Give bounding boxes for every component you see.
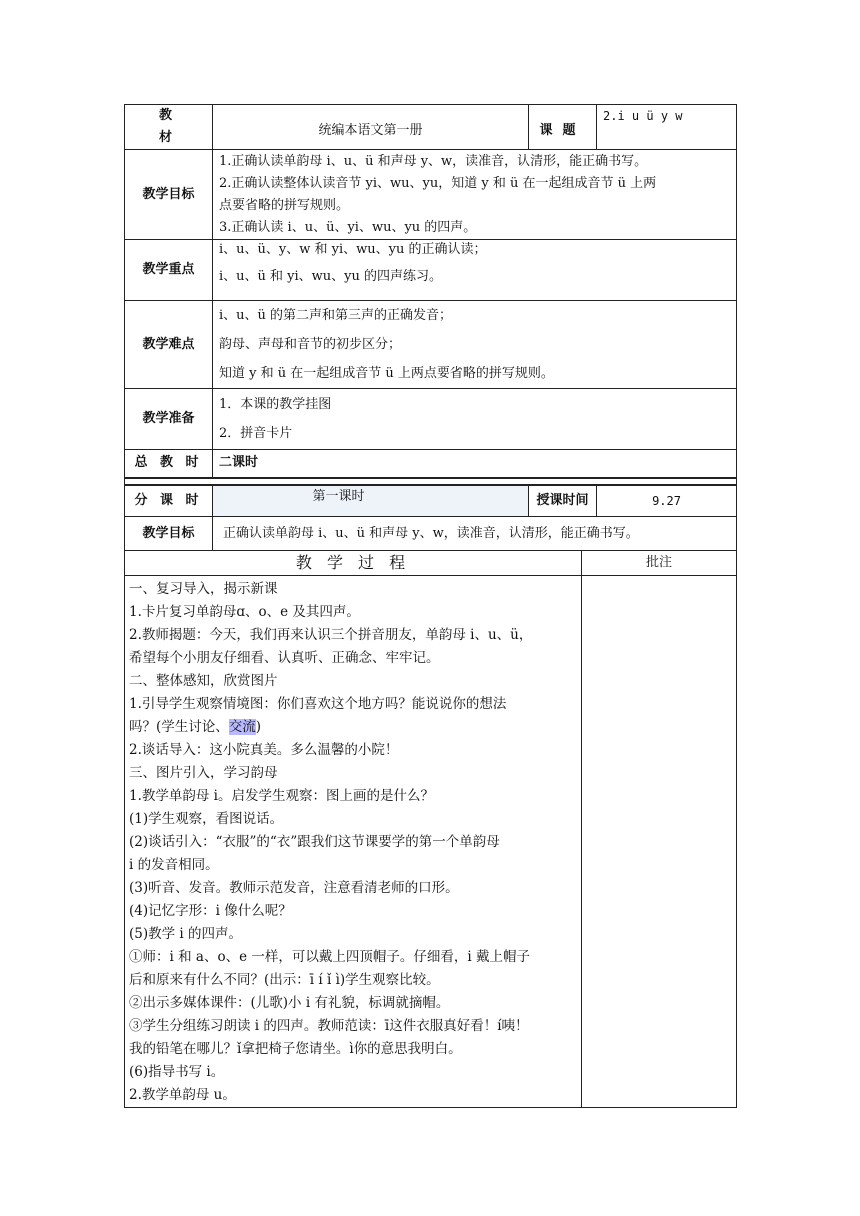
lesson-info-table bbox=[124, 104, 737, 551]
goal-line: 1.正确认读单韵母 i、u、ü 和声母 y、w，读准音，认清形，能正确书写。 bbox=[219, 153, 648, 169]
header-row bbox=[125, 105, 737, 150]
process-line: 2.教师揭题：今天，我们再来认识三个拼音朋友，单韵母 i、u、ü， bbox=[129, 627, 533, 643]
preparation-content bbox=[213, 389, 737, 450]
highlighted-word: 交流 bbox=[228, 719, 256, 735]
session-value: 第一课时 bbox=[213, 485, 529, 517]
process-line: 2.教学单韵母 u。 bbox=[129, 1087, 236, 1103]
goals-content bbox=[213, 150, 737, 240]
key-points-row bbox=[125, 240, 737, 301]
process-line: 希望每个小朋友仔细看、认真听、正确念、牢牢记。 bbox=[129, 650, 440, 666]
difficulties-content bbox=[213, 301, 737, 389]
difficulty-line: 知道 y 和 ü 在一起组成音节 ü 上两点要省略的拼写规则。 bbox=[219, 366, 554, 381]
process-body-row bbox=[125, 576, 737, 1108]
session-label: 分 课 时 bbox=[125, 485, 213, 517]
process-line: (1)学生观察，看图说话。 bbox=[129, 811, 284, 827]
topic-label: 课题 bbox=[529, 105, 597, 150]
goal-line: 2.正确认读整体认读音节 yi、wu、yu，知道 y 和 ü 在一起组成音节 ü 上两 bbox=[219, 175, 657, 191]
process-line: ①师：i 和 a、o、e 一样，可以戴上四顶帽子。仔细看，i 戴上帽子 bbox=[129, 949, 530, 965]
goals-label: 教学目标 bbox=[125, 150, 213, 240]
preparation-label: 教学准备 bbox=[125, 389, 213, 450]
process-line: (5)教学 i 的四声。 bbox=[129, 926, 243, 942]
process-title: 教 学 过 程 bbox=[125, 551, 582, 576]
process-line: 1.卡片复习单韵母ɑ、o、e 及其四声。 bbox=[129, 604, 360, 620]
process-table bbox=[124, 550, 737, 1108]
total-hours-label: 总 教 时 bbox=[125, 450, 213, 478]
process-line: (6)指导书写 i。 bbox=[129, 1064, 225, 1080]
process-line: 我的铅笔在哪儿？ǐ拿把椅子您请坐。ì你的意思我明白。 bbox=[129, 1041, 462, 1057]
process-line: ②出示多媒体课件：(儿歌)小 i 有礼貌，标调就摘帽。 bbox=[129, 995, 450, 1011]
goals-row bbox=[125, 150, 737, 240]
lesson-time-label: 授课时间 bbox=[529, 485, 597, 517]
difficulties-row bbox=[125, 301, 737, 389]
key-points-label: 教学重点 bbox=[125, 240, 213, 301]
process-line: 二、整体感知，欣赏图片 bbox=[129, 673, 278, 689]
process-line: 1.教学单韵母 i。启发学生观察：图上画的是什么？ bbox=[129, 788, 434, 804]
session-goal-row bbox=[125, 517, 737, 551]
process-line: i 的发音相同。 bbox=[129, 857, 219, 873]
process-line: 三、图片引入，学习韵母 bbox=[129, 765, 278, 781]
difficulties-label: 教学难点 bbox=[125, 301, 213, 389]
session-goal-label: 教学目标 bbox=[125, 517, 213, 551]
process-line: 1.引导学生观察情境图：你们喜欢这个地方吗？能说说你的想法 bbox=[129, 696, 507, 712]
notes-title: 批注 bbox=[582, 551, 737, 576]
total-hours-value: 二课时 bbox=[213, 450, 737, 478]
goal-line: 3.正确认读 i、u、ü、yi、wu、yu 的四声。 bbox=[219, 219, 477, 235]
difficulty-line: i、u、ü 的第二声和第三声的正确发音； bbox=[219, 308, 453, 323]
process-header-row bbox=[125, 551, 737, 576]
process-line: 后和原来有什么不同？(出示：ī í ǐ ì)学生观察比较。 bbox=[129, 972, 440, 988]
section-divider bbox=[125, 478, 737, 485]
lesson-time-value: 9.27 bbox=[597, 485, 737, 517]
material-label: 教材 bbox=[125, 105, 213, 150]
notes-column bbox=[582, 576, 737, 1108]
process-content bbox=[125, 576, 582, 1108]
preparation-line: 1．本课的教学挂图 bbox=[219, 397, 332, 412]
key-point-line: i、u、ü 和 yi、wu、yu 的四声练习。 bbox=[219, 269, 443, 284]
total-hours-row bbox=[125, 450, 737, 478]
topic-value: 2.i u ü y w bbox=[597, 105, 737, 150]
preparation-row bbox=[125, 389, 737, 450]
material-value: 统编本语文第一册 bbox=[213, 105, 529, 150]
goal-line: 点要省略的拼写规则。 bbox=[219, 197, 350, 213]
process-line: ③学生分组练习朗读 i 的四声。教师范读：ī这件衣服真好看！í咦！ bbox=[129, 1018, 529, 1034]
session-goal-value: 正确认读单韵母 i、u、ü 和声母 y、w，读准音，认清形，能正确书写。 bbox=[213, 517, 737, 551]
process-line: 吗？(学生讨论、交流) bbox=[129, 719, 262, 735]
key-point-line: i、u、ü、y、w 和 yi、wu、yu 的正确认读； bbox=[219, 242, 487, 257]
process-line: (2)谈话引入：“衣服”的“衣”跟我们这节课要学的第一个单韵母 bbox=[129, 834, 500, 850]
key-points-content bbox=[213, 240, 737, 301]
difficulty-line: 韵母、声母和音节的初步区分； bbox=[219, 337, 402, 352]
preparation-line: 2．拼音卡片 bbox=[219, 426, 293, 441]
process-line: (3)听音、发音。教师示范发音，注意看清老师的口形。 bbox=[129, 880, 459, 896]
lesson-plan bbox=[124, 104, 736, 1108]
process-line: 一、复习导入，揭示新课 bbox=[129, 581, 278, 597]
process-line: 2.谈话导入：这小院真美。多么温馨的小院！ bbox=[129, 742, 399, 758]
session-row bbox=[125, 485, 737, 517]
process-line: (4)记忆字形：i 像什么呢？ bbox=[129, 903, 292, 919]
